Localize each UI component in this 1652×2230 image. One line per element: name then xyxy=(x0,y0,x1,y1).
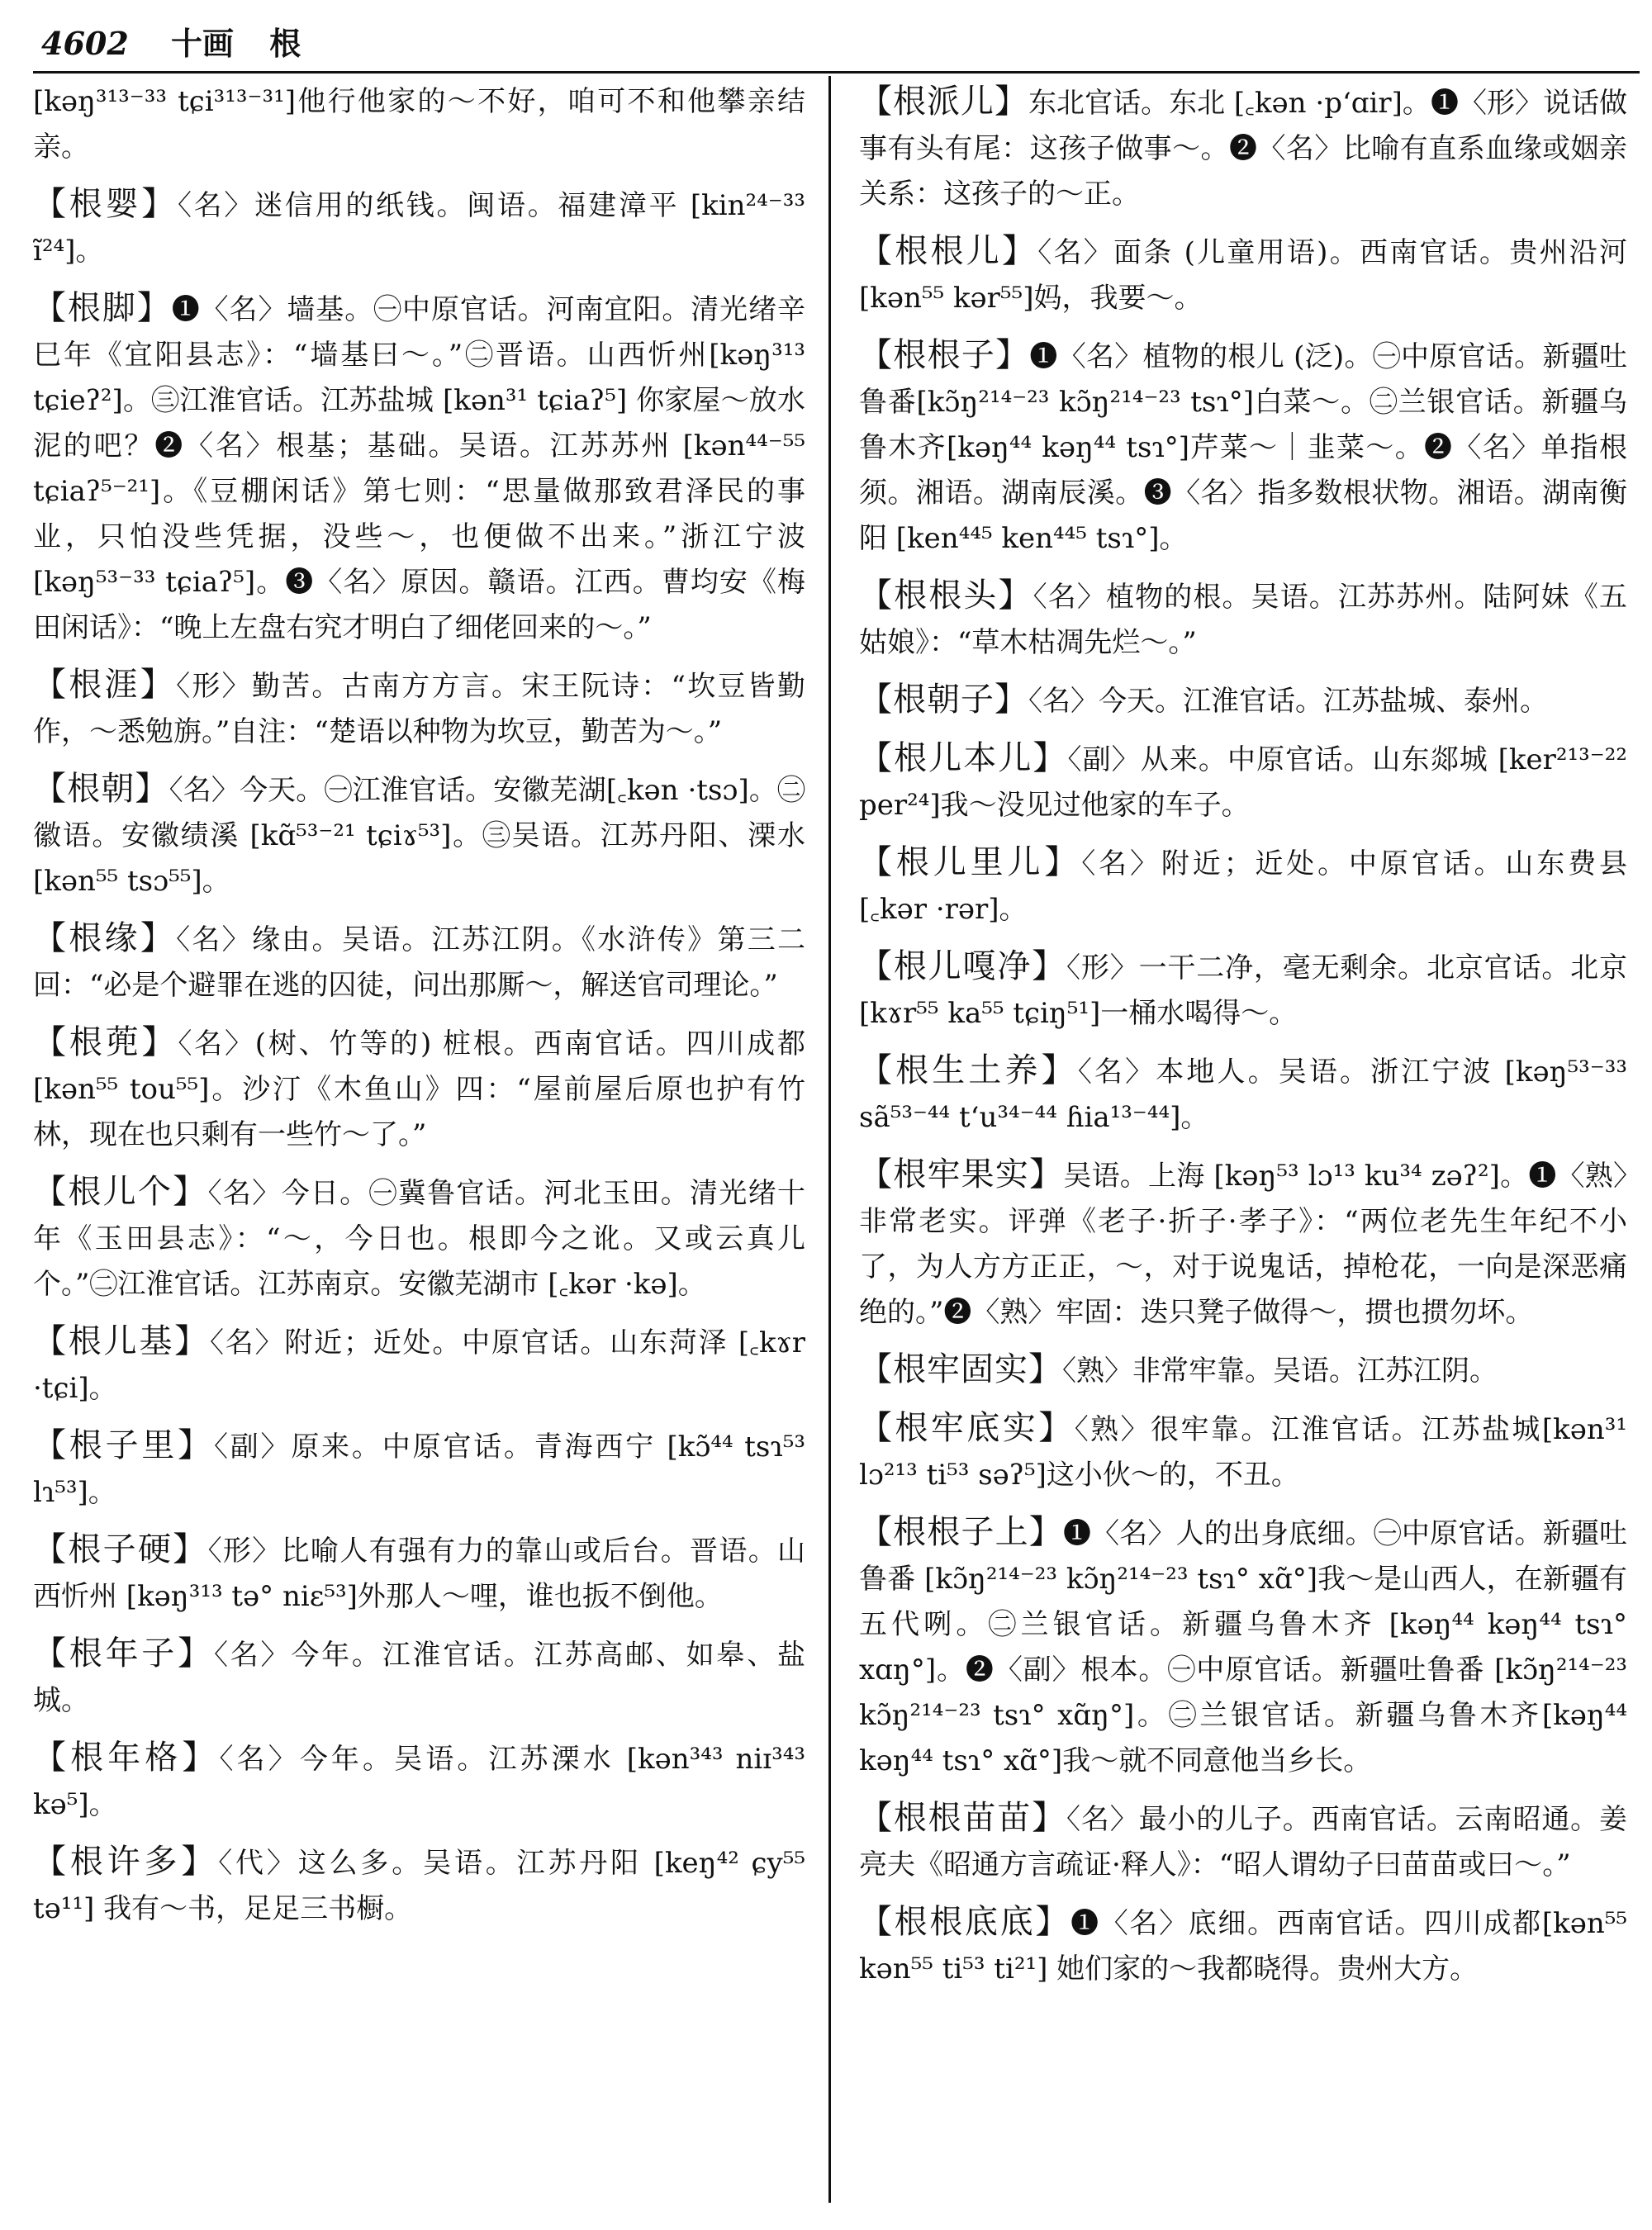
entry-definition: 〈形〉比喻人有强有力的靠山或后台。晋语。山西忻州 [kəŋ³¹³ tə° niɛ⁵³]外那人～哩，谁也扳不倒他。 xyxy=(33,1535,806,1613)
entry-definition: 〈名〉今年。吴语。江苏溧水 [kən³⁴³ niɪ³⁴³ kə⁵]。 xyxy=(33,1743,805,1821)
entry-definition: 〈熟〉非常牢靠。吴语。江苏江阴。 xyxy=(1062,1355,1498,1388)
dictionary-entry xyxy=(33,1170,805,1307)
entry-headword: 【根朝子】 xyxy=(859,681,1028,719)
dictionary-entry xyxy=(33,1735,805,1828)
entry-definition: 〈副〉原来。中原官话。青海西宁 [kɔ̃⁴⁴ tsɿ⁵³ lɿ⁵³]。 xyxy=(33,1431,805,1509)
entry-headword: 【根牢固实】 xyxy=(859,1350,1062,1388)
entry-definition: 〈名〉附近；近处。中原官话。山东费县 [꜀kər ·rər]。 xyxy=(859,847,1628,926)
entry-definition: ❶〈名〉底细。西南官话。四川成都[kən⁵⁵ kən⁵⁵ ti⁵³ ti²¹] 她们家的～我都晓得。贵州大方。 xyxy=(859,1907,1628,1986)
column-divider xyxy=(828,76,831,2203)
entry-headword: 【根根子上】 xyxy=(859,1513,1063,1551)
entry-definition: 〈名〉今年。江淮官话。江苏高邮、如皋、盐城。 xyxy=(33,1639,806,1717)
dictionary-entry xyxy=(859,79,1627,217)
entry-headword: 【根脚】 xyxy=(33,289,172,327)
entry-headword: 【根生土养】 xyxy=(859,1051,1078,1089)
entry-headword: 【根年格】 xyxy=(33,1739,220,1777)
dictionary-entry xyxy=(859,1406,1627,1498)
entry-definition: 〈名〉最小的儿子。西南官话。云南昭通。姜亮夫《昭通方言疏证·释人》：“昭人谓幼子曰苗苗或曰～。” xyxy=(859,1803,1628,1881)
entry-definition: 〈名〉本地人。吴语。浙江宁波 [kəŋ⁵³⁻³³ sã⁵³⁻⁴⁴ tʻu³⁴⁻⁴⁴ ɦia¹³⁻⁴⁴]。 xyxy=(859,1056,1627,1134)
entry-headword: 【根根底底】 xyxy=(859,1903,1071,1941)
dictionary-entry xyxy=(859,1796,1627,1888)
entry-headword: 【根儿里儿】 xyxy=(859,843,1082,881)
entry-definition: ❶〈名〉人的出身底细。㊀中原官话。新疆吐鲁番 [kɔ̃ŋ²¹⁴⁻²³ kɔ̃ŋ²¹⁴⁻²³ tsɿ° xɑ̃°]我～是山西人，在新疆有五代咧。㊁兰银官话。新疆乌鲁木齐 [kəŋ⁴⁴ kəŋ⁴⁴ tsɿ° xɑŋ°]。❷〈副〉根本。㊀中原官话。新疆吐鲁番 [kɔ̃ŋ²¹⁴⁻²³ kɔ̃ŋ²¹⁴⁻²³ tsɿ° xɑ̃ŋ°]。㊁兰银官话。新疆乌鲁木齐[kəŋ⁴⁴ kəŋ⁴⁴ tsɿ° xɑ̃°]我～就不同意他当乡长。 xyxy=(859,1517,1628,1777)
entry-headword: 【根派儿】 xyxy=(859,83,1029,121)
dictionary-entry xyxy=(33,286,805,651)
dictionary-entry xyxy=(859,944,1627,1037)
entry-definition: 〈熟〉很牢靠。江淮官话。江苏盐城[kən³¹ lɔ²¹³ ti⁵³ səʔ⁵]这小伙～的，不丑。 xyxy=(859,1413,1627,1492)
entry-headword: 【根许多】 xyxy=(33,1843,219,1881)
dictionary-entry xyxy=(859,1900,1627,1992)
dictionary-entry xyxy=(33,1020,805,1158)
entry-headword: 【根牢底实】 xyxy=(859,1409,1075,1447)
dictionary-entry xyxy=(859,677,1627,724)
entry-definition: 〈名〉迷信用的纸钱。闽语。福建漳平 [kin²⁴⁻³³ ĩ²⁴]。 xyxy=(33,189,806,268)
header-rule xyxy=(33,71,1640,74)
entry-headword: 【根涯】 xyxy=(33,666,177,704)
entry-headword: 【根儿本儿】 xyxy=(859,739,1068,777)
page-number: 4602 xyxy=(41,25,129,62)
entry-definition: 〈代〉这么多。吴语。江苏丹阳 [keŋ⁴² ɕy⁵⁵ tə¹¹] 我有～书，足足三书橱。 xyxy=(33,1847,805,1925)
entry-definition: 吴语。上海 [kəŋ⁵³ lɔ¹³ ku³⁴ zəʔ²]。❶〈熟〉非常老实。评弹《老子·折子·孝子》：“两位老先生年纪不小了，为人方方正正，～，对于说鬼话，掉枪花，一向是深恶痛绝的。”❷〈熟〉牢固：迭只凳子做得～，掼也掼勿坏。 xyxy=(859,1160,1627,1329)
entry-headword: 【根子里】 xyxy=(33,1426,214,1464)
dictionary-entry xyxy=(33,1631,805,1724)
entry-headword: 【根儿嘎净】 xyxy=(859,947,1067,985)
entry-continuation xyxy=(33,79,805,170)
entry-definition: ❶〈名〉墙基。㊀中原官话。河南宜阳。清光绪辛巳年《宜阳县志》：“墙基曰～。”㊁晋语。山西忻州[kəŋ³¹³ tɕieʔ²]。㊂江淮官话。江苏盐城 [kən³¹ tɕiaʔ⁵] 你家屋～放水泥的吧？❷〈名〉根基；基础。吴语。江苏苏州 [kən⁴⁴⁻⁵⁵ tɕiaʔ⁵⁻²¹]。《豆棚闲话》第七则：“思量做那致君泽民的事业，只怕没些凭据，没些～，也便做不出来。”浙江宁波 [kəŋ⁵³⁻³³ tɕiaʔ⁵]。❸〈名〉原因。赣语。江西。曹均安《梅田闲话》：“晚上左盘右究才明白了细佬回来的～。” xyxy=(33,293,806,644)
entry-headword: 【根根苗苗】 xyxy=(859,1799,1067,1837)
entry-definition: 〈副〉从来。中原官话。山东郯城 [ker²¹³⁻²² per²⁴]我～没见过他家的车子。 xyxy=(859,743,1627,822)
dictionary-entry xyxy=(859,1152,1627,1336)
entry-definition: 〈名〉植物的根。吴语。江苏苏州。陆阿妹《五姑娘》：“草木枯凋先烂～。” xyxy=(859,581,1628,659)
dictionary-entry xyxy=(859,229,1627,321)
entry-definition: [kəŋ³¹³⁻³³ tɕi³¹³⁻³¹]他行他家的～不好，咱可不和他攀亲结亲。 xyxy=(33,85,805,164)
entry-headword: 【根根子】 xyxy=(859,336,1030,374)
dictionary-entry xyxy=(859,736,1627,828)
entry-headword: 【根牢果实】 xyxy=(859,1155,1064,1193)
entry-headword: 【根儿基】 xyxy=(33,1322,210,1360)
entry-definition: 〈形〉勤苦。古南方方言。宋王阮诗：“坎豆皆勤作，～悉勉旃。”自注：“楚语以种物为坎豆，勤苦为～。” xyxy=(33,670,805,748)
entry-definition: 〈名〉附近；近处。中原官话。山东菏泽 [꜀kɤr ·tɕi]。 xyxy=(33,1326,805,1405)
dictionary-entry xyxy=(859,573,1627,666)
entry-headword: 【根根儿】 xyxy=(859,232,1038,270)
entry-definition: 〈名〉今天。江淮官话。江苏盐城、泰州。 xyxy=(1028,685,1548,718)
entry-definition: 〈名〉缘由。吴语。江苏江阴。《水浒传》第三二回：“必是个避罪在逃的囚徒，问出那厮～，解送官司理论。” xyxy=(33,923,806,1002)
stroke-category: 十画 xyxy=(171,25,235,62)
dictionary-entry xyxy=(33,766,805,904)
entry-definition: 〈名〉今天。㊀江淮官话。安徽芜湖[꜀kən ·tsɔ]。㊁徽语。安徽绩溪 [kɑ̃⁵³⁻²¹ tɕiɤ⁵³]。㊂吴语。江苏丹阳、溧水 [kən⁵⁵ tsɔ⁵⁵]。 xyxy=(33,774,805,898)
entry-headword: 【根蔸】 xyxy=(33,1023,178,1061)
dictionary-entry xyxy=(859,840,1627,932)
right-column xyxy=(859,79,1627,2004)
radical-label: 根 xyxy=(269,25,301,62)
dictionary-entry xyxy=(33,916,805,1008)
dictionary-entry xyxy=(859,1048,1627,1141)
entry-definition: 〈名〉(树、竹等的) 桩根。西南官话。四川成都 [kən⁵⁵ tou⁵⁵]。沙汀《木鱼山》四：“屋前屋后原也护有竹林，现在也只剩有一些竹～了。” xyxy=(33,1027,805,1151)
entry-headword: 【根婴】 xyxy=(33,185,178,223)
dictionary-entry xyxy=(859,333,1627,562)
dictionary-entry xyxy=(33,662,805,755)
entry-definition: 〈名〉今日。㊀冀鲁官话。河北玉田。清光绪十年《玉田县志》：“～，今日也。根即今之讹。又或云真儿个。”㊁江淮官话。江苏南京。安徽芜湖市 [꜀kər ·kə]。 xyxy=(33,1177,806,1301)
dictionary-entry xyxy=(33,1527,805,1620)
entry-definition: 〈名〉面条 (儿童用语)。西南官话。贵州沿河 [kən⁵⁵ kər⁵⁵]妈，我要～。 xyxy=(859,236,1627,315)
entry-definition: 东北官话。东北 [꜀kən ·pʻɑir]。❶〈形〉说话做事有头有尾：这孩子做事～。❷〈名〉比喻有直系血缘或姻亲关系：这孩子的～正。 xyxy=(859,87,1627,211)
entry-headword: 【根朝】 xyxy=(33,770,169,808)
entry-definition: 〈形〉一干二净，毫无剩余。北京官话。北京 [kɤr⁵⁵ ka⁵⁵ tɕiŋ⁵¹]一桶水喝得～。 xyxy=(859,951,1628,1030)
dictionary-entry xyxy=(33,182,805,274)
dictionary-entry xyxy=(859,1510,1627,1784)
left-column xyxy=(33,79,805,1943)
entry-headword: 【根年子】 xyxy=(33,1635,214,1672)
running-head xyxy=(41,15,301,73)
dictionary-entry xyxy=(33,1839,805,1932)
dictionary-entry xyxy=(33,1319,805,1412)
entry-headword: 【根根头】 xyxy=(859,576,1033,614)
entry-headword: 【根子硬】 xyxy=(33,1530,208,1568)
entry-definition: ❶〈名〉植物的根儿 (泛)。㊀中原官话。新疆吐鲁番[kɔ̃ŋ²¹⁴⁻²³ kɔ̃ŋ²¹⁴⁻²³ tsɿ°]白菜～。㊁兰银官话。新疆乌鲁木齐[kəŋ⁴⁴ kəŋ⁴⁴ tsɿ°]芹菜～｜韭菜～。❷〈名〉单指根须。湘语。湖南辰溪。❸〈名〉指多数根状物。湘语。湖南衡阳 [ken⁴⁴⁵ ken⁴⁴⁵ tsɿ°]。 xyxy=(859,340,1627,555)
dictionary-entry xyxy=(859,1347,1627,1394)
entry-headword: 【根缘】 xyxy=(33,919,177,957)
dictionary-entry xyxy=(33,1423,805,1516)
entry-headword: 【根儿个】 xyxy=(33,1173,208,1211)
